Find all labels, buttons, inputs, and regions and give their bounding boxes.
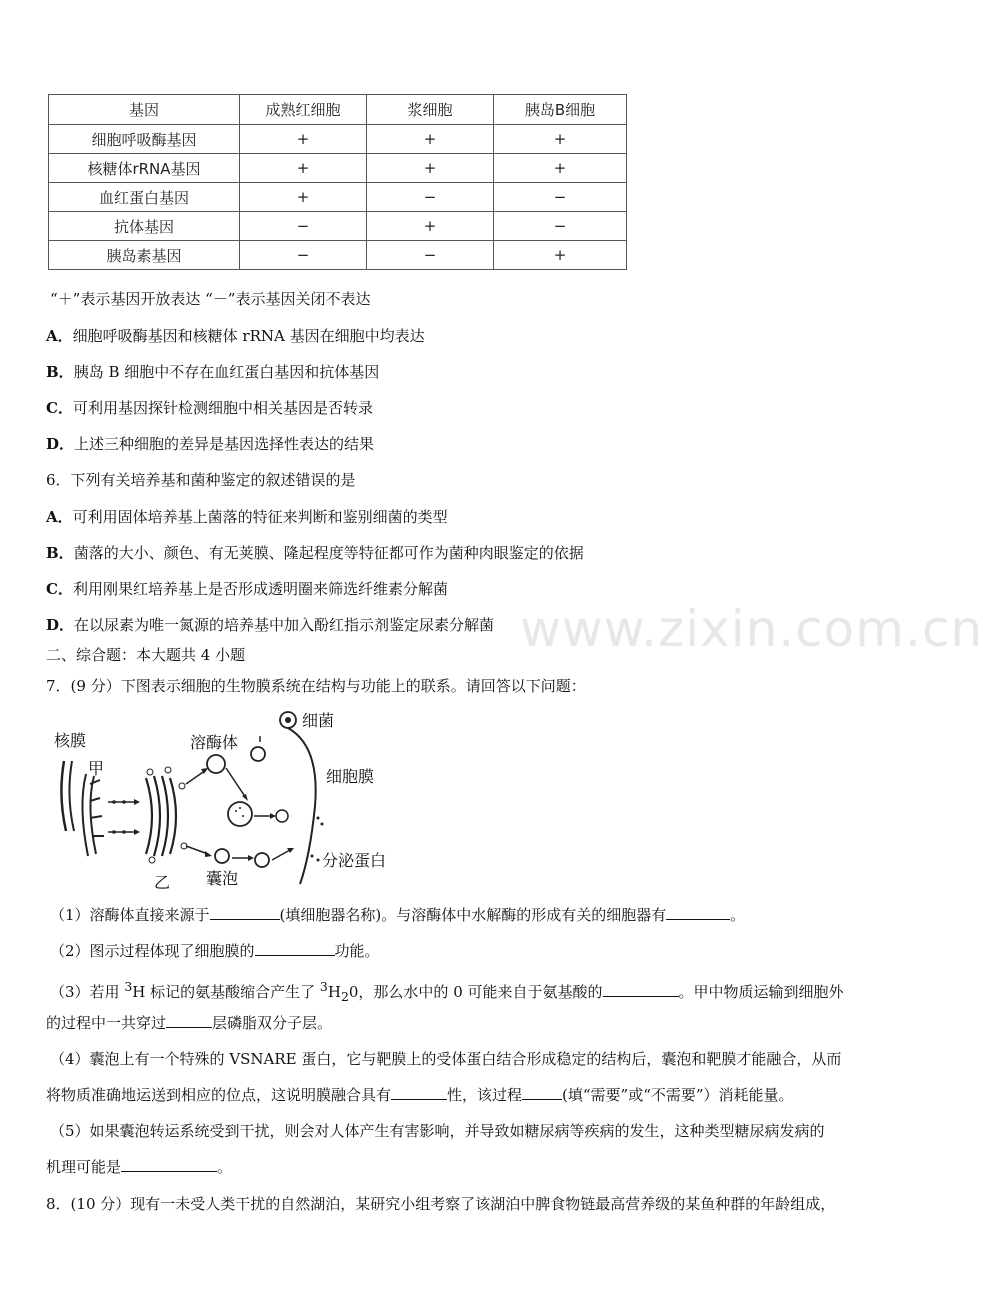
q5-option-c (46, 397, 373, 419)
q7-part-5: （5）如果囊泡转运系统受到干扰，则会对人体产生有害影响，并导致如糖尿病等疾病的发生，这种类型糖尿病发病的 (50, 1122, 825, 1140)
text: 性，该过程 (447, 1086, 523, 1104)
table-cell: + (240, 125, 367, 154)
table-header: 浆细胞 (367, 95, 494, 125)
answer-blank[interactable] (391, 1085, 447, 1100)
table-cell: + (367, 125, 494, 154)
table-cell: + (240, 183, 367, 212)
q5-option-a (46, 325, 425, 347)
q8-stem: 8．(10 分）现有一未受人类干扰的自然湖泊，某研究小组考察了该湖泊中脾食物链最高营养级的某鱼种群的年龄组成， (46, 1195, 836, 1213)
table-header: 胰岛B细胞 (494, 95, 627, 125)
table-cell: − (494, 183, 627, 212)
q7-part-4: （4）囊泡上有一个特殊的 VSNARE 蛋白，它与靶膜上的受体蛋白结合形成稳定的结构后，囊泡和靶膜才能融合，从而 (50, 1050, 842, 1068)
label-vesicle: 囊泡 (206, 869, 239, 888)
label-lysosome: 溶酶体 (190, 733, 239, 752)
q5-option-b (46, 361, 379, 383)
arrow-shape (108, 802, 138, 832)
label-cell-membrane: 细胞膜 (326, 767, 375, 786)
label-yi: 乙 (154, 873, 171, 892)
text: 0，那么水中的 0 可能来自于氨基酸的 (348, 983, 603, 1001)
q7-part-4-cont (46, 1084, 794, 1106)
table-cell: − (494, 212, 627, 241)
table-cell: − (367, 183, 494, 212)
option-letter: A． (46, 327, 73, 345)
label-secreted-protein: 分泌蛋白 (322, 851, 387, 870)
table-row (49, 125, 627, 154)
nuclear-envelope-shape (61, 761, 66, 831)
option-letter: D． (46, 435, 75, 453)
table-cell: 抗体基因 (49, 212, 240, 241)
text: （3）若用 (50, 983, 125, 1001)
table-note: “＋”表示基因开放表达 “－”表示基因关闭不表达 (50, 290, 371, 308)
table-header: 成熟红细胞 (240, 95, 367, 125)
text: H (327, 983, 341, 1001)
subscript: 2 (340, 989, 349, 1004)
lysosome-shape (207, 755, 225, 773)
golgi-shape (146, 776, 176, 856)
table-cell: + (367, 212, 494, 241)
text: （1）溶酶体直接来源于 (50, 906, 210, 924)
label-bacteria: 细菌 (302, 711, 335, 730)
option-text: 胰岛 B 细胞中不存在血红蛋白基因和抗体基因 (73, 363, 380, 381)
table-cell: − (367, 241, 494, 270)
table-row (49, 241, 627, 270)
option-text: 在以尿素为唯一氮源的培养基中加入酚红指示剂鉴定尿素分解菌 (74, 616, 495, 634)
text: （2）图示过程体现了细胞膜的 (50, 942, 255, 960)
cell-membrane-shape (288, 728, 316, 884)
table-cell: + (240, 154, 367, 183)
label-jia: 甲 (88, 759, 105, 778)
q7-part-5-cont (46, 1156, 232, 1178)
answer-blank[interactable] (255, 941, 335, 956)
text: (填“需要”或“不需要”）消耗能量。 (562, 1086, 794, 1104)
answer-blank[interactable] (121, 1157, 217, 1172)
text: H 标记的氨基酸缩合产生了 (132, 983, 320, 1001)
vesicle-shape (255, 853, 269, 867)
table-header-row (49, 95, 627, 125)
answer-blank[interactable] (166, 1013, 212, 1028)
text: 。甲中物质运输到细胞外 (678, 983, 844, 1001)
table-row (49, 154, 627, 183)
q7-stem: 7．(9 分）下图表示细胞的生物膜系统在结构与功能上的联系。请回答以下问题： (46, 677, 586, 695)
text: 将物质准确地运送到相应的位点，这说明膜融合具有 (46, 1086, 392, 1104)
answer-blank[interactable] (603, 982, 679, 997)
table-cell: + (494, 154, 627, 183)
table-row (49, 212, 627, 241)
text: 。 (217, 1158, 233, 1176)
table-row (49, 183, 627, 212)
table-cell: + (494, 125, 627, 154)
option-text: 利用刚果红培养基上是否形成透明圈来筛选纤维素分解菌 (72, 580, 448, 598)
table-cell: 核糖体rRNA基因 (49, 154, 240, 183)
q7-part-3-cont (46, 1012, 332, 1034)
nuclear-envelope-shape (69, 761, 74, 831)
q7-part-3 (50, 976, 844, 1008)
option-letter: D． (46, 616, 75, 634)
option-letter: B． (46, 363, 74, 381)
gene-expression-table (48, 94, 627, 270)
option-letter: C． (46, 399, 73, 417)
option-letter: B． (46, 544, 74, 562)
watermark: www.zixin.com.cn (520, 600, 983, 658)
answer-blank[interactable] (522, 1085, 562, 1100)
q6-option-d (46, 614, 494, 636)
er-shape (82, 774, 104, 856)
option-text: 上述三种细胞的差异是基因选择性表达的结果 (74, 435, 375, 453)
answer-blank[interactable] (210, 905, 280, 920)
q6-stem: 6．下列有关培养基和菌种鉴定的叙述错误的是 (46, 471, 356, 489)
text: 机理可能是 (46, 1158, 122, 1176)
option-letter: A． (46, 508, 73, 526)
q6-option-a (46, 506, 448, 528)
table-header: 基因 (49, 95, 240, 125)
table-cell: 血红蛋白基因 (49, 183, 240, 212)
option-letter: C． (46, 580, 73, 598)
answer-blank[interactable] (666, 905, 730, 920)
biomembrane-diagram (50, 706, 410, 896)
option-text: 可利用固体培养基上菌落的特征来判断和鉴别细菌的类型 (72, 508, 448, 526)
text: 功能。 (334, 942, 380, 960)
table-cell: + (494, 241, 627, 270)
table-cell: 细胞呼吸酶基因 (49, 125, 240, 154)
section-heading: 二、综合题：本大题共 4 小题 (46, 646, 246, 664)
table-cell: − (240, 241, 367, 270)
q5-option-d (46, 433, 374, 455)
text: (填细胞器名称)。与溶酶体中水解酶的形成有关的细胞器有 (279, 906, 667, 924)
q6-option-c (46, 578, 448, 600)
option-text: 细胞呼吸酶基因和核糖体 rRNA 基因在细胞中均表达 (72, 327, 425, 345)
superscript: 3 (319, 979, 328, 994)
label-nuclear-membrane: 核膜 (54, 731, 87, 750)
table-cell: + (367, 154, 494, 183)
q7-part-2 (50, 940, 380, 962)
superscript: 3 (124, 979, 133, 994)
option-text: 菌落的大小、颜色、有无荚膜、隆起程度等特征都可作为菌种肉眼鉴定的依据 (73, 544, 584, 562)
table-cell: 胰岛素基因 (49, 241, 240, 270)
text: 。 (730, 906, 746, 924)
q7-part-1 (50, 904, 745, 926)
q6-option-b (46, 542, 584, 564)
option-text: 可利用基因探针检测细胞中相关基因是否转录 (72, 399, 373, 417)
table-cell: − (240, 212, 367, 241)
text: 的过程中一共穿过 (46, 1014, 167, 1032)
text: 层磷脂双分子层。 (212, 1014, 333, 1032)
